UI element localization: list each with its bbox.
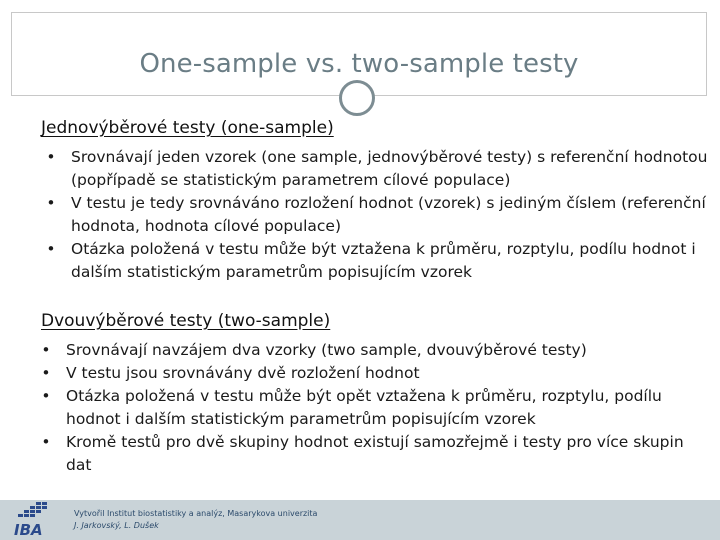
slide-title: One-sample vs. two-sample testy: [139, 49, 579, 79]
ring-icon: [339, 80, 375, 116]
bullet-icon: •: [46, 240, 56, 258]
list-item: • V testu jsou srovnávány dvě rozložení hodnot: [36, 362, 713, 385]
section2-heading: Dvouvýběrové testy (two-sample): [41, 311, 331, 331]
list-item: • Otázka položená v testu může být vztažena k průměru, rozptylu, podílu hodnot i dalším statistickým parametrům popisujícím vzorek: [41, 238, 713, 284]
list-item: • Srovnávají navzájem dva vzorky (two sample, dvouvýběrové testy): [36, 339, 713, 362]
bullet-icon: •: [41, 387, 51, 405]
bullet-icon: •: [41, 341, 51, 359]
list-item: • Srovnávají jeden vzorek (one sample, jednovýběrové testy) s referenční hodnotou (popřípadě se statistickým parametrem cílové populace): [41, 146, 713, 192]
bullet-icon: •: [41, 364, 51, 382]
section1-bullet-list: [41, 146, 713, 284]
list-item: • Otázka položená v testu může být opět vztažena k průměru, rozptylu, podílu hodnot i dalším statistickým parametrům popisujícím vzorek: [36, 385, 713, 431]
list-item: • V testu je tedy srovnáváno rozložení hodnot (vzorek) s jediným číslem (referenční hodnota, hodnota cílové populace): [41, 192, 713, 238]
list-item: • Kromě testů pro dvě skupiny hodnot existují samozřejmě i testy pro více skupin dat: [36, 431, 713, 477]
section1-heading: Jednovýběrové testy (one-sample): [41, 118, 334, 138]
iba-logo: [12, 502, 54, 538]
footer-bar: [0, 500, 720, 540]
bullet-icon: •: [46, 148, 56, 166]
footer-authors: J. Jarkovský, L. Dušek: [74, 521, 159, 530]
bullet-icon: •: [41, 433, 51, 451]
bullet-icon: •: [46, 194, 56, 212]
footer-credit: Vytvořil Institut biostatistiky a analýz, Masarykova univerzita: [74, 509, 318, 518]
section2-bullet-list: [36, 339, 713, 477]
logo-text: IBA: [14, 521, 43, 538]
